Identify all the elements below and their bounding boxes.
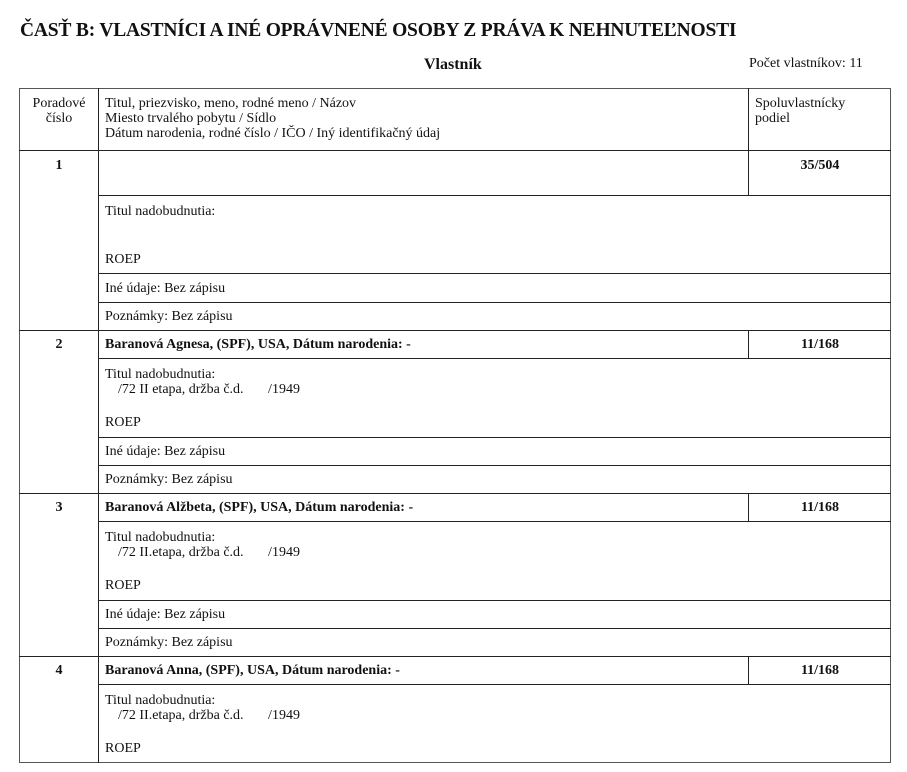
header-owner-line: Titul, priezvisko, meno, rodné meno / Názov bbox=[105, 96, 357, 111]
ownership-share: 35/504 bbox=[800, 158, 840, 173]
owner-count: Počet vlastníkov: 11 bbox=[749, 56, 863, 71]
row-number: 2 bbox=[55, 337, 63, 352]
header-number-line: Poradové bbox=[32, 96, 86, 111]
other-data: Iné údaje: Bez zápisu bbox=[105, 444, 226, 459]
acquisition-label: Titul nadobudnutia: bbox=[105, 530, 216, 545]
header-owner-line: Miesto trvalého pobytu / Sídlo bbox=[105, 111, 277, 126]
header-owner bbox=[105, 96, 440, 141]
column-divider bbox=[748, 88, 749, 150]
row-number: 1 bbox=[55, 158, 63, 173]
row-number: 4 bbox=[55, 663, 63, 678]
page-title: ČASŤ B: VLASTNÍCI A INÉ OPRÁVNENÉ OSOBY Z PRÁVA K NEHNUTEĽNOSTI bbox=[20, 20, 737, 41]
notes: Poznámky: Bez zápisu bbox=[105, 635, 233, 650]
header-share-line: podiel bbox=[755, 111, 790, 126]
notes: Poznámky: Bez zápisu bbox=[105, 309, 233, 324]
row-divider bbox=[98, 302, 891, 303]
header-owner-line: Dátum narodenia, rodné číslo / IČO / Iný identifikačný údaj bbox=[105, 126, 441, 141]
other-data: Iné údaje: Bez zápisu bbox=[105, 607, 226, 622]
row-number: 3 bbox=[55, 500, 63, 515]
row-divider bbox=[98, 521, 891, 522]
owner-name: Baranová Anna, (SPF), USA, Dátum narodenia: - bbox=[105, 663, 400, 678]
acquisition-source: ROEP bbox=[105, 741, 141, 756]
other-data: Iné údaje: Bez zápisu bbox=[105, 281, 226, 296]
row-divider bbox=[19, 330, 891, 331]
row-divider bbox=[98, 684, 891, 685]
acquisition-label: Titul nadobudnutia: bbox=[105, 204, 216, 219]
row-divider bbox=[98, 465, 891, 466]
header-number-line: číslo bbox=[45, 111, 73, 126]
notes: Poznámky: Bez zápisu bbox=[105, 472, 233, 487]
header-share-line: Spoluvlastnícky bbox=[755, 96, 846, 111]
ownership-share: 11/168 bbox=[800, 663, 840, 678]
acquisition-detail: /72 II.etapa, držba č.d. /1949 bbox=[118, 708, 300, 723]
row-divider bbox=[98, 600, 891, 601]
acquisition-source: ROEP bbox=[105, 415, 141, 430]
owner-name: Baranová Agnesa, (SPF), USA, Dátum narodenia: - bbox=[105, 337, 411, 352]
acquisition-label: Titul nadobudnutia: bbox=[105, 367, 216, 382]
section-subtitle: Vlastník bbox=[424, 56, 482, 73]
row-divider bbox=[98, 195, 891, 196]
header-number bbox=[20, 96, 98, 126]
row-divider bbox=[19, 493, 891, 494]
ownership-share: 11/168 bbox=[800, 337, 840, 352]
row-divider bbox=[98, 628, 891, 629]
owners-table bbox=[19, 88, 891, 763]
acquisition-label: Titul nadobudnutia: bbox=[105, 693, 216, 708]
acquisition-detail: /72 II etapa, držba č.d. /1949 bbox=[118, 382, 300, 397]
row-divider bbox=[98, 273, 891, 274]
header-share bbox=[755, 96, 845, 126]
row-divider bbox=[98, 358, 891, 359]
acquisition-source: ROEP bbox=[105, 578, 141, 593]
column-divider bbox=[98, 88, 99, 763]
owner-name: Baranová Alžbeta, (SPF), USA, Dátum narodenia: - bbox=[105, 500, 414, 515]
acquisition-detail: /72 II.etapa, držba č.d. /1949 bbox=[118, 545, 300, 560]
row-divider bbox=[98, 437, 891, 438]
acquisition-source: ROEP bbox=[105, 252, 141, 267]
row-divider bbox=[19, 656, 891, 657]
row-divider bbox=[19, 150, 891, 151]
ownership-share: 11/168 bbox=[800, 500, 840, 515]
